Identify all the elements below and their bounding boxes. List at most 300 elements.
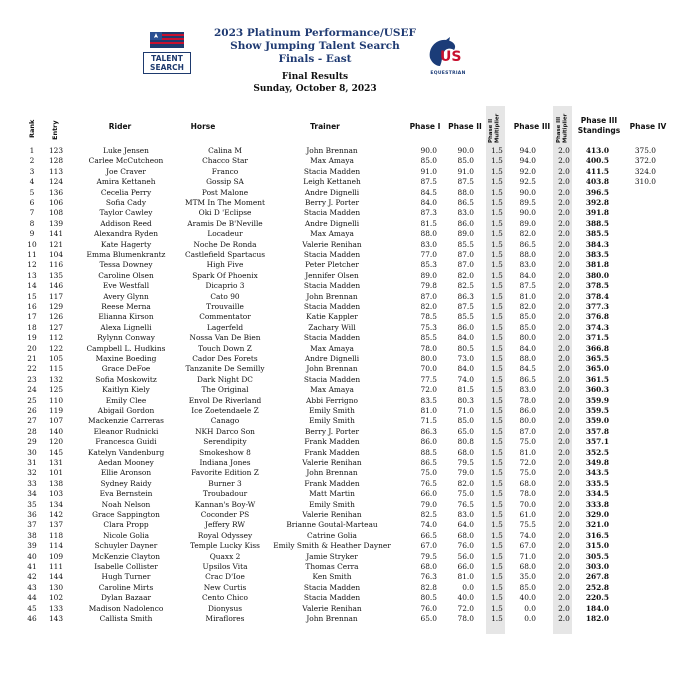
rider-cell: Sofia Cady [105,198,147,207]
table-row [0,458,677,468]
rider-cell: Nicole Golia [103,530,149,540]
phase3-cell: 0.0 [524,603,536,613]
phase2-multiplier-cell: 1.5 [491,541,503,551]
trainer-cell: Ken Smith [312,572,352,582]
entry-cell: 146 [48,281,64,291]
trainer-cell: Abbi Ferrigno [306,395,358,405]
rider-cell: Avery Glynn [103,291,149,301]
table-row [0,500,677,510]
rider-cell: Caroline Olsen [98,270,154,280]
trainer-cell: Stacia Madden [303,333,361,343]
phase1-cell: 76.0 [420,603,437,613]
table-row [0,208,677,218]
trainer-cell: Frank Madden [304,478,360,488]
col-rank: Rank [28,119,36,138]
col-phase2-multiplier: Phase II Multiplier [488,113,501,143]
horse-cell: Cador Des Forets [192,354,258,363]
rank-cell: 24 [27,385,37,395]
rank-cell: 41 [27,562,37,571]
rank-cell: 7 [29,208,35,218]
rider-cell: Grace DeFoe [101,364,151,374]
trainer-cell: Catrine Golia [307,530,357,540]
rank-cell: 9 [29,229,35,239]
phase3-cell: 78.0 [519,395,536,405]
phase2-cell: 86.0 [457,322,474,332]
horse-cell: Cato 90 [210,291,240,301]
rank-cell: 23 [27,374,37,384]
standings-cell: 334.5 [585,489,609,499]
phase2-multiplier-cell: 1.5 [491,208,503,218]
phase3-multiplier-cell: 2.0 [558,603,570,613]
rank-cell: 16 [27,302,37,311]
entry-cell: 109 [48,551,64,561]
standings-cell: 220.5 [585,593,609,603]
phase2-multiplier-cell: 1.5 [491,187,503,197]
col-entry: Entry [51,120,59,140]
horse-cell: Dicaprio 3 [205,281,245,291]
phase3-cell: 68.0 [519,478,536,488]
horse-cell: Oki D 'Eclipse [198,208,252,218]
trainer-cell: Valerie Renihan [302,603,362,613]
horse-cell: Aramis De B'Neville [187,218,263,228]
entry-cell: 138 [48,478,64,488]
entry-cell: 127 [48,322,64,332]
phase2-multiplier-cell: 1.5 [491,530,503,540]
phase1-cell: 79.0 [420,499,437,509]
phase4-cell: 310.0 [634,177,656,187]
phase2-cell: 85.0 [457,416,474,426]
table-row [0,562,677,572]
equestrian-text: EQUESTRIAN [430,71,466,76]
phase2-multiplier-cell: 1.5 [491,499,503,509]
trainer-cell: Max Amaya [310,229,354,239]
table-row [0,552,677,562]
phase2-multiplier-cell: 1.5 [491,343,503,353]
phase3-multiplier-cell: 2.0 [558,146,570,155]
rider-cell: Eva Bernstein [99,489,153,499]
entry-cell: 106 [48,198,64,207]
phase2-multiplier-cell: 1.5 [491,468,503,478]
trainer-cell: Berry J. Porter [304,198,359,207]
phase2-cell: 85.5 [457,239,474,249]
entry-cell: 136 [48,187,64,197]
rider-cell: Caroline Mirts [98,582,154,592]
entry-cell: 102 [48,593,64,603]
horse-cell: Spark Of Phoenix [192,270,258,280]
trainer-cell: Zachary Will [308,322,356,332]
us-mark: US [440,49,462,65]
phase2-multiplier-cell: 1.5 [491,364,503,374]
trainer-cell: Valerie Renihan [302,239,362,249]
standings-cell: 357.1 [585,437,609,447]
phase3-cell: 81.0 [519,291,536,301]
table-row [0,312,677,322]
horse-cell: NKH Darco Son [195,426,255,436]
rider-cell: Reese Merna [101,302,151,311]
rank-cell: 8 [29,218,35,228]
trainer-cell: Stacia Madden [303,593,361,603]
phase2-cell: 73.0 [457,354,474,363]
phase2-cell: 72.0 [457,603,474,613]
rank-cell: 29 [27,437,37,447]
phase1-cell: 87.0 [420,291,437,301]
phase2-cell: 80.5 [457,343,474,353]
phase3-cell: 88.0 [519,250,536,259]
trainer-cell: Andre Dignelli [304,187,360,197]
trainer-cell: Jennifer Olsen [305,270,359,280]
table-row [0,427,677,437]
table-row [0,520,677,530]
entry-cell: 116 [48,260,64,270]
phase1-cell: 77.0 [420,250,437,259]
phase2-cell: 84.0 [457,333,474,343]
rank-cell: 2 [29,156,35,166]
phase3-multiplier-cell: 2.0 [558,551,570,561]
trainer-cell: John Brennan [306,146,358,155]
horse-cell: Troubadour [202,489,248,499]
phase1-cell: 78.5 [420,312,437,322]
table-row [0,229,677,239]
standings-cell: 182.0 [585,614,609,623]
phase2-cell: 65.0 [457,426,474,436]
phase2-multiplier-cell: 1.5 [491,406,503,415]
phase2-cell: 40.0 [457,593,474,603]
standings-cell: 349.8 [585,458,609,467]
table-row [0,271,677,281]
phase2-cell: 76.5 [457,499,474,509]
phase3-cell: 70.0 [519,499,536,509]
rank-cell: 22 [27,364,37,374]
standings-cell: 391.8 [585,208,609,218]
phase3-cell: 94.0 [519,146,536,155]
rider-cell: Ellie Aronson [100,468,152,478]
phase2-cell: 80.3 [457,395,474,405]
trainer-cell: Leigh Kettaneh [303,177,361,187]
phase3-cell: 35.0 [519,572,536,582]
table-row [0,614,677,624]
rider-cell: Grace Sappington [92,510,160,519]
phase1-cell: 80.0 [420,354,437,363]
horse-cell: Post Malone [201,187,249,197]
phase3-multiplier-cell: 2.0 [558,291,570,301]
rank-cell: 17 [27,312,37,322]
trainer-cell: Brianne Goutal-Marteau [286,520,378,530]
trainer-cell: Andre Dignelli [304,218,360,228]
table-row [0,604,677,614]
phase3-cell: 78.0 [519,489,536,499]
phase2-multiplier-cell: 1.5 [491,250,503,259]
horse-cell: Franco [211,166,239,176]
phase2-cell: 85.0 [457,156,474,166]
rider-cell: Joe Craver [106,166,146,176]
phase3-cell: 75.5 [519,520,536,530]
horse-cell: Favorite Edition Z [191,468,259,478]
horse-cell: Commentator [199,312,251,322]
rank-cell: 34 [27,489,37,499]
rider-cell: Sydney Raidy [100,478,152,488]
standings-cell: 400.5 [585,156,609,166]
phase3-multiplier-cell: 2.0 [558,499,570,509]
phase1-cell: 75.3 [420,322,437,332]
rank-cell: 31 [27,458,37,467]
rider-cell: Clara Propp [103,520,149,530]
horse-cell: Royal Odyssey [197,530,253,540]
phase3-multiplier-cell: 2.0 [558,312,570,322]
standings-cell: 359.0 [585,416,609,426]
trainer-cell: Emily Smith [309,416,355,426]
phase2-cell: 78.0 [457,614,474,623]
phase3-multiplier-cell: 2.0 [558,250,570,259]
phase3-cell: 89.0 [519,218,536,228]
entry-cell: 141 [48,229,64,239]
horse-cell: Temple Lucky Kiss [190,541,260,551]
entry-cell: 125 [48,385,64,395]
phase3-multiplier-cell: 2.0 [558,333,570,343]
trainer-cell: John Brennan [306,364,358,374]
table-row [0,302,677,312]
rank-cell: 32 [27,468,37,478]
phase1-cell: 70.0 [420,364,437,374]
phase1-cell: 76.5 [420,478,437,488]
phase2-cell: 82.5 [457,281,474,291]
phase3-cell: 75.0 [519,437,536,447]
rank-cell: 40 [27,551,37,561]
horse-cell: Crac D'Ioe [205,572,245,582]
rank-cell: 13 [27,270,37,280]
rank-cell: 35 [27,499,37,509]
phase2-multiplier-cell: 1.5 [491,354,503,363]
phase2-cell: 0.0 [462,582,474,592]
standings-cell: 378.5 [585,281,609,291]
trainer-cell: Frank Madden [304,447,360,457]
trainer-cell: Katie Kappler [306,312,358,322]
phase3-multiplier-cell: 2.0 [558,458,570,467]
trainer-cell: John Brennan [306,614,358,623]
standings-cell: 376.8 [585,312,609,322]
phase3-multiplier-cell: 2.0 [558,395,570,405]
phase2-multiplier-cell: 1.5 [491,218,503,228]
phase1-cell: 74.0 [420,520,437,530]
standings-cell: 359.5 [585,406,609,415]
rider-cell: Schuyler Dayner [94,541,158,551]
phase2-multiplier-cell: 1.5 [491,489,503,499]
phase3-multiplier-cell: 2.0 [558,426,570,436]
rank-cell: 11 [27,250,37,259]
phase1-cell: 84.5 [420,187,437,197]
phase2-cell: 86.0 [457,218,474,228]
col-standings: Phase III Standings [577,116,621,135]
trainer-cell: Emily Smith & Heather Dayner [273,541,391,551]
phase3-cell: 94.0 [519,156,536,166]
phase2-multiplier-cell: 1.5 [491,374,503,384]
table-row [0,250,677,260]
rank-cell: 12 [27,260,37,270]
phase3-cell: 81.0 [519,447,536,457]
phase3-cell: 67.0 [519,541,536,551]
phase3-multiplier-cell: 2.0 [558,447,570,457]
phase3-multiplier-cell: 2.0 [558,510,570,519]
table-row [0,531,677,541]
phase2-multiplier-cell: 1.5 [491,426,503,436]
entry-cell: 134 [48,499,64,509]
phase2-multiplier-cell: 1.5 [491,146,503,155]
phase2-multiplier-cell: 1.5 [491,416,503,426]
phase3-multiplier-cell: 2.0 [558,478,570,488]
rank-cell: 3 [29,166,35,176]
phase1-cell: 81.5 [420,218,437,228]
phase3-multiplier-cell: 2.0 [558,374,570,384]
talent-search-tag: TALENT SEARCH [143,52,191,74]
phase2-cell: 87.5 [457,302,474,311]
rank-cell: 45 [27,603,37,613]
phase3-cell: 92.5 [519,177,536,187]
trainer-cell: Valerie Renihan [302,458,362,467]
phase3-multiplier-cell: 2.0 [558,562,570,571]
phase2-cell: 85.5 [457,312,474,322]
phase1-cell: 86.3 [420,426,437,436]
phase2-cell: 86.5 [457,198,474,207]
title-line-2: Show Jumping Talent Search [230,40,400,52]
phase3-cell: 80.0 [519,333,536,343]
rank-cell: 33 [27,478,37,488]
phase3-cell: 84.0 [519,270,536,280]
phase3-multiplier-cell: 2.0 [558,260,570,270]
flag-emblem-icon [146,29,188,51]
standings-cell: 388.5 [585,218,609,228]
phase3-multiplier-cell: 2.0 [558,541,570,551]
phase3-cell: 85.0 [519,322,536,332]
standings-cell: 380.0 [585,270,609,280]
standings-cell: 365.0 [585,364,609,374]
horse-cell: Coconder PS [200,510,250,519]
table-row [0,292,677,302]
rider-cell: Amira Kettaneh [96,177,156,187]
standings-cell: 371.5 [585,333,609,343]
horse-cell: Calina M [208,146,242,155]
entry-cell: 139 [48,218,64,228]
phase2-cell: 82.0 [457,478,474,488]
phase3-multiplier-cell: 2.0 [558,437,570,447]
phase1-cell: 84.0 [420,198,437,207]
phase2-cell: 83.0 [457,208,474,218]
horse-cell: Gossip SA [206,177,244,187]
phase3-multiplier-cell: 2.0 [558,364,570,374]
phase3-multiplier-cell: 2.0 [558,229,570,239]
phase3-cell: 71.0 [519,551,536,561]
horse-cell: Lagerfeld [206,322,244,332]
rider-cell: Kate Hagerty [100,239,152,249]
rider-cell: Taylor Cawley [99,208,153,218]
phase2-multiplier-cell: 1.5 [491,281,503,291]
phase2-cell: 81.0 [457,572,474,582]
phase4-cell: 324.0 [634,166,656,176]
phase2-cell: 83.0 [457,510,474,519]
phase2-multiplier-cell: 1.5 [491,593,503,603]
horse-cell: Ice Zoetendaele Z [191,406,259,415]
trainer-cell: Stacia Madden [303,582,361,592]
rider-cell: Francesca Guidi [95,437,157,447]
phase4-cell: 372.0 [634,156,656,166]
phase3-cell: 82.0 [519,229,536,239]
entry-cell: 132 [48,374,64,384]
phase2-cell: 68.0 [457,447,474,457]
phase1-cell: 86.5 [420,458,437,467]
table-row [0,240,677,250]
horse-cell: Canago [210,416,240,426]
phase2-multiplier-cell: 1.5 [491,447,503,457]
phase3-multiplier-cell: 2.0 [558,187,570,197]
phase2-cell: 68.0 [457,530,474,540]
phase1-cell: 66.0 [420,489,437,499]
entry-cell: 130 [48,582,64,592]
entry-cell: 133 [48,603,64,613]
phase3-multiplier-cell: 2.0 [558,166,570,176]
horse-cell: The Original [201,385,249,395]
rider-cell: Katelyn Vandenburg [87,447,165,457]
col-horse: Horse [190,122,216,131]
standings-cell: 184.0 [585,603,609,613]
entry-cell: 144 [48,572,64,582]
standings-cell: 252.8 [585,582,609,592]
col-rider: Rider [108,122,132,131]
trainer-cell: Max Amaya [310,156,354,166]
phase1-cell: 79.8 [420,281,437,291]
standings-cell: 352.5 [585,447,609,457]
horse-cell: Dark Night DC [197,374,253,384]
horse-cell: Chacco Star [202,156,248,166]
rider-cell: Hugh Turner [101,572,151,582]
entry-cell: 145 [48,447,64,457]
horse-cell: Dionysus [207,603,243,613]
phase2-multiplier-cell: 1.5 [491,312,503,322]
horse-cell: New Curtis [203,582,247,592]
phase1-cell: 67.0 [420,541,437,551]
phase2-multiplier-cell: 1.5 [491,395,503,405]
standings-cell: 329.0 [585,510,609,519]
standings-cell: 403.8 [585,177,609,187]
phase3-multiplier-cell: 2.0 [558,270,570,280]
phase2-cell: 74.0 [457,374,474,384]
table-header [0,106,677,144]
phase1-cell: 85.0 [420,156,437,166]
standings-cell: 303.0 [585,562,609,571]
phase2-cell: 82.0 [457,270,474,280]
table-row [0,385,677,395]
rider-cell: Callista Smith [99,614,153,623]
entry-cell: 115 [48,364,64,374]
rank-cell: 42 [27,572,37,582]
rider-cell: Eve Westfall [102,281,150,291]
table-row [0,572,677,582]
title-line-1: 2023 Platinum Performance/USEF [214,27,416,39]
table-row [0,198,677,208]
entry-cell: 117 [48,291,64,301]
phase2-multiplier-cell: 1.5 [491,510,503,519]
col-trainer: Trainer [310,122,340,131]
horse-cell: Quaxx 2 [209,551,241,561]
entry-cell: 119 [48,406,64,415]
trainer-cell: Stacia Madden [303,281,361,291]
phase3-cell: 61.0 [519,510,536,519]
phase1-cell: 71.5 [420,416,437,426]
talent-search-logo [143,27,191,75]
phase2-cell: 90.0 [457,146,474,155]
phase3-multiplier-cell: 2.0 [558,302,570,311]
phase3-multiplier-cell: 2.0 [558,530,570,540]
entry-cell: 107 [48,416,64,426]
phase2-multiplier-cell: 1.5 [491,260,503,270]
phase3-cell: 80.0 [519,416,536,426]
